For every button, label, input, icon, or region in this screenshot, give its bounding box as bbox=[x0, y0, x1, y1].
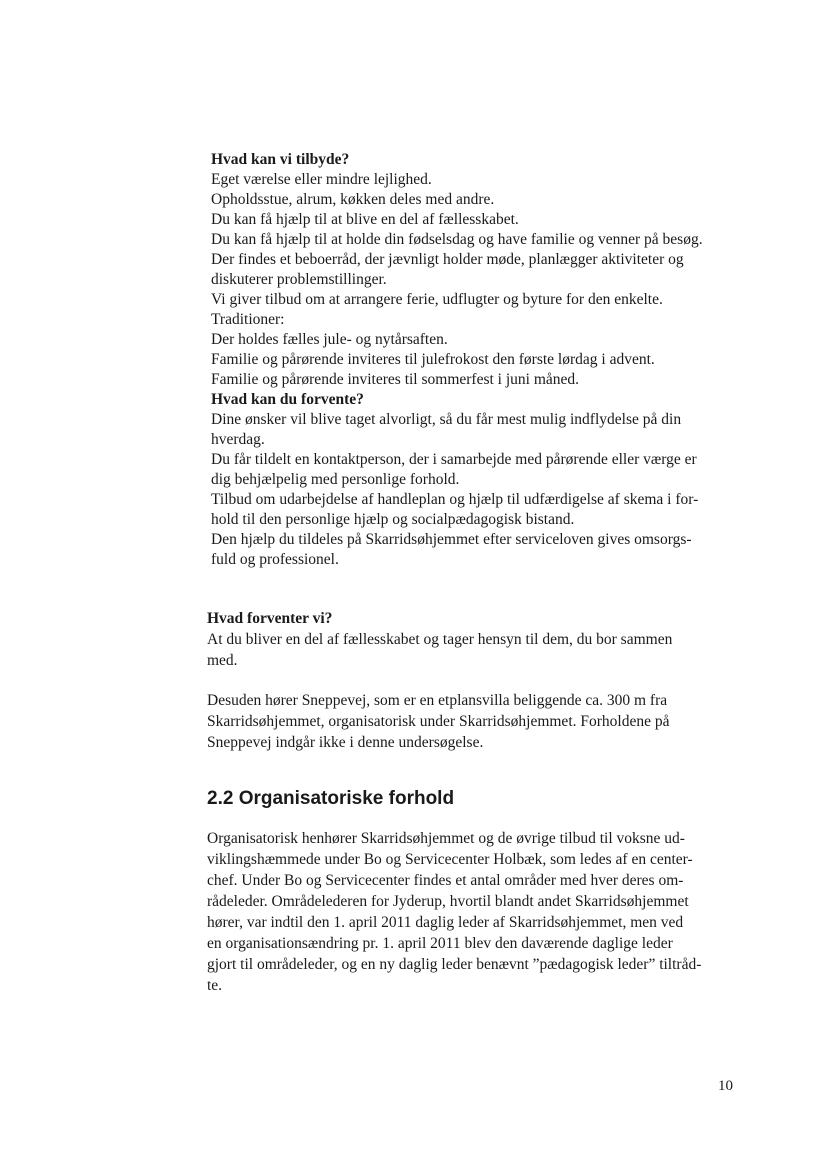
text-line: Du kan få hjælp til at blive en del af fællesskabet. bbox=[211, 211, 519, 228]
text-line: Opholdsstue, alrum, køkken deles med andre. bbox=[211, 191, 495, 208]
text-line: Familie og pårørende inviteres til julefrokost den første lørdag i advent. bbox=[211, 351, 655, 368]
text-line: Skarridsøhjemmet, organisatorisk under Skarridsøhjemmet. Forholdene på bbox=[207, 713, 670, 730]
text-line: Traditioner: bbox=[211, 311, 285, 328]
text-line: Tilbud om udarbejdelse af handleplan og hjælp til udfærdigelse af skema i for- bbox=[211, 491, 699, 508]
text-line: Familie og pårørende inviteres til sommerfest i juni måned. bbox=[211, 371, 580, 388]
text-line: Vi giver tilbud om at arrangere ferie, udflugter og byture for den enkelte. bbox=[211, 291, 663, 308]
section-heading-expect: Hvad kan du forvente? bbox=[211, 391, 364, 408]
page-number: 10 bbox=[718, 1078, 733, 1094]
text-line: At du bliver en del af fællesskabet og tager hensyn til dem, du bor sammen bbox=[207, 631, 673, 648]
text-line: chef. Under Bo og Servicecenter findes et antal områder med hver deres om- bbox=[207, 872, 684, 889]
text-line: Dine ønsker vil blive taget alvorligt, så du får mest mulig indflydelse på din bbox=[211, 411, 682, 428]
text-line: gjort til områdeleder, og en ny daglig leder benævnt ”pædagogisk leder” tiltråd- bbox=[207, 956, 702, 973]
text-line: Den hjælp du tildeles på Skarridsøhjemmet efter serviceloven gives omsorgs- bbox=[211, 531, 692, 548]
text-line: fuld og professionel. bbox=[211, 551, 339, 568]
our-expectations-section bbox=[207, 608, 757, 671]
text-line: dig behjælpelig med personlige forhold. bbox=[211, 471, 460, 488]
text-line: viklingshæmmede under Bo og Servicecenter Holbæk, som ledes af en center- bbox=[207, 851, 693, 868]
section-heading-we-expect: Hvad forventer vi? bbox=[207, 610, 333, 627]
section-title: 2.2 Organisatoriske forhold bbox=[207, 788, 455, 809]
text-line: en organisationsændring pr. 1. april 2011 blev den daværende daglige leder bbox=[207, 935, 673, 952]
text-line: Der findes et beboerråd, der jævnligt holder møde, planlægger aktiviteter og bbox=[211, 251, 684, 268]
sneppevej-paragraph bbox=[207, 690, 757, 753]
text-line: Du kan få hjælp til at holde din fødselsdag og have familie og venner på besøg. bbox=[211, 231, 703, 248]
text-line: hold til den personlige hjælp og socialpædagogisk bistand. bbox=[211, 511, 575, 528]
text-line: diskuterer problemstillinger. bbox=[211, 271, 387, 288]
text-line: Desuden hører Sneppevej, som er en etplansvilla beliggende ca. 300 m fra bbox=[207, 692, 668, 709]
section-heading-offer: Hvad kan vi tilbyde? bbox=[211, 151, 350, 168]
text-line: Der holdes fælles jule- og nytårsaften. bbox=[211, 331, 448, 348]
text-line: rådeleder. Områdelederen for Jyderup, hvortil blandt andet Skarridsøhjemmet bbox=[207, 893, 689, 910]
text-line: hører, var indtil den 1. april 2011 daglig leder af Skarridsøhjemmet, men ved bbox=[207, 914, 684, 931]
text-line: Eget værelse eller mindre lejlighed. bbox=[211, 171, 432, 188]
text-line: hverdag. bbox=[211, 431, 265, 448]
text-line: te. bbox=[207, 977, 223, 994]
organisation-paragraph bbox=[207, 828, 757, 996]
text-line: Sneppevej indgår ikke i denne undersøgelse. bbox=[207, 734, 484, 751]
text-line: Du får tildelt en kontaktperson, der i samarbejde med pårørende eller værge er bbox=[211, 451, 697, 468]
offer-section bbox=[211, 150, 751, 570]
text-line: Organisatorisk henhører Skarridsøhjemmet og de øvrige tilbud til voksne ud- bbox=[207, 830, 685, 847]
text-line: med. bbox=[207, 652, 238, 669]
